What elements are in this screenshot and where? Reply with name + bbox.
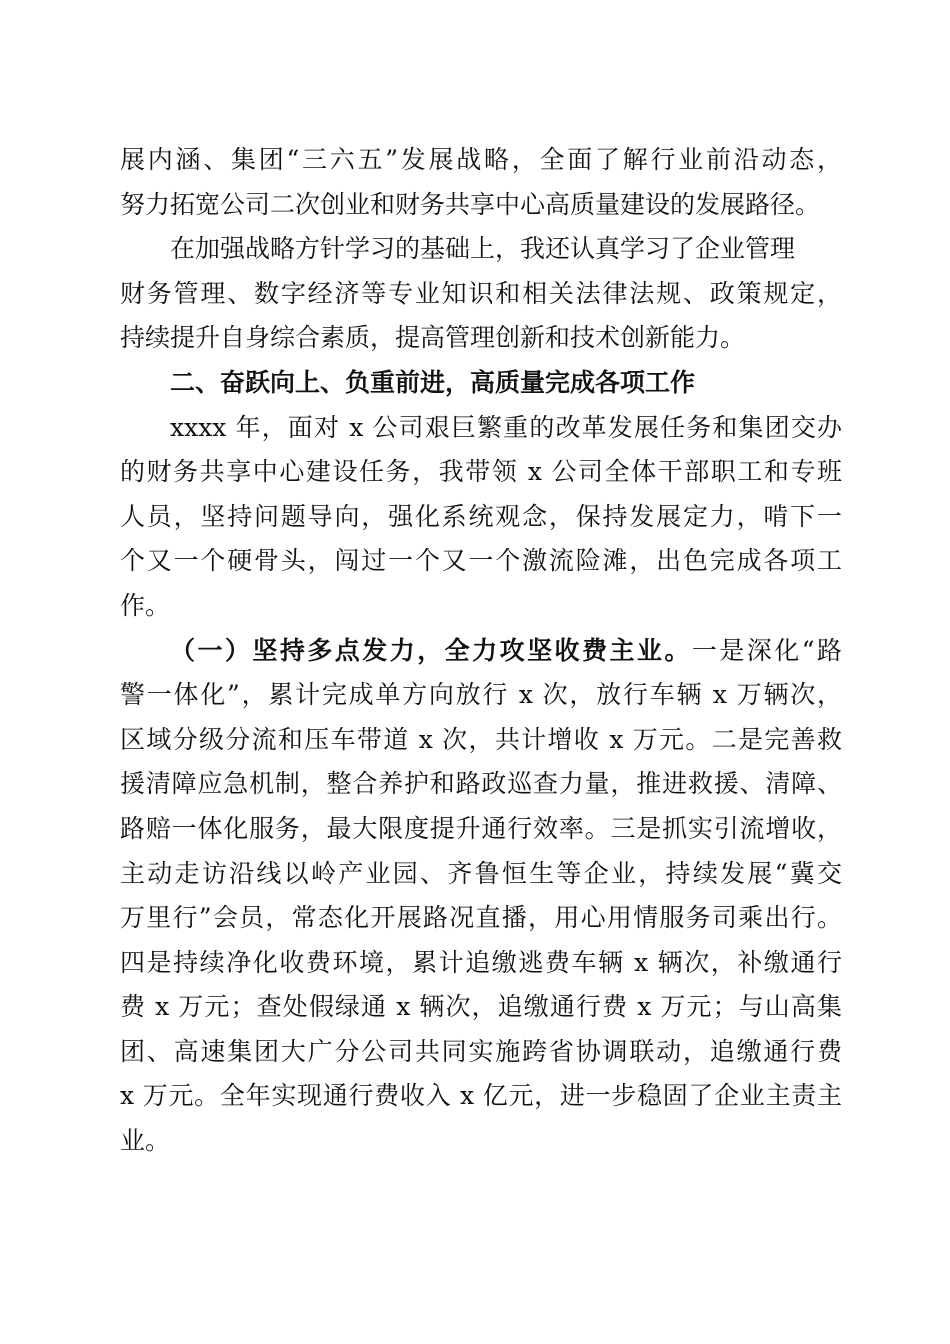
text-line: xxxx 年，面对 x 公司艰巨繁重的改革发展任务和集团交办 <box>170 412 842 442</box>
paragraph-toll-business <box>120 629 842 1164</box>
document-page <box>120 138 842 1164</box>
text-line: 财务管理、数字经济等专业知识和相关法律法规、政策规定， <box>120 278 842 308</box>
text-line: 在加强战略方针学习的基础上，我还认真学习了企业管理 <box>170 234 796 264</box>
section-heading: 二、奋跃向上、负重前进，高质量完成各项工作 <box>170 367 696 397</box>
text-line: 团、高速集团大广分公司共同实施跨省协调联动，追缴通行费 <box>120 1036 842 1066</box>
text-line: 努力拓宽公司二次创业和财务共享中心高质量建设的发展路径。 <box>120 189 821 219</box>
paragraph-strategy <box>120 138 842 227</box>
text-line: 路赔一体化服务，最大限度提升通行效率。三是抓实引流增收， <box>120 813 842 843</box>
text-line: 的财务共享中心建设任务，我带领 x 公司全体干部职工和专班 <box>120 457 842 487</box>
text-line: 万里行”会员，常态化开展路况直播，用心用情服务司乘出行。 <box>120 903 842 933</box>
text-line: 持续提升自身综合素质，提高管理创新和技术创新能力。 <box>120 323 746 353</box>
text-line: 区域分级分流和压车带道 x 次，共计增收 x 万元。二是完善救 <box>120 724 842 754</box>
text-line <box>120 629 842 674</box>
text-line: 主动走访沿线以岭产业园、齐鲁恒生等企业，持续发展“冀交 <box>120 858 842 888</box>
subsection-heading: （一）坚持多点发力，全力攻坚收费主业。 <box>170 635 692 665</box>
text-line: 警一体化”，累计完成单方向放行 x 次，放行车辆 x 万辆次， <box>120 680 842 710</box>
text-run: 一是深化“路 <box>691 635 842 665</box>
paragraph-overview <box>120 406 842 629</box>
text-line: 展内涵、集团“三六五”发展战略，全面了解行业前沿动态， <box>120 145 842 174</box>
text-line: 援清障应急机制，整合养护和路政巡查力量，推进救援、清障、 <box>120 769 842 799</box>
text-line: 作。 <box>120 590 171 620</box>
text-line: 业。 <box>120 1126 171 1156</box>
paragraph-learning <box>120 227 842 361</box>
text-line: 人员，坚持问题导向，强化系统观念，保持发展定力，啃下一 <box>120 501 842 531</box>
text-line: 费 x 万元；查处假绿通 x 辆次，追缴通行费 x 万元；与山高集 <box>120 992 842 1022</box>
text-line: 个又一个硬骨头，闯过一个又一个激流险滩，出色完成各项工 <box>120 546 842 576</box>
text-line: x 万元。全年实现通行费收入 x 亿元，进一步稳固了企业主责主 <box>120 1081 842 1111</box>
text-line: 四是持续净化收费环境，累计追缴逃费车辆 x 辆次，补缴通行 <box>120 947 842 977</box>
